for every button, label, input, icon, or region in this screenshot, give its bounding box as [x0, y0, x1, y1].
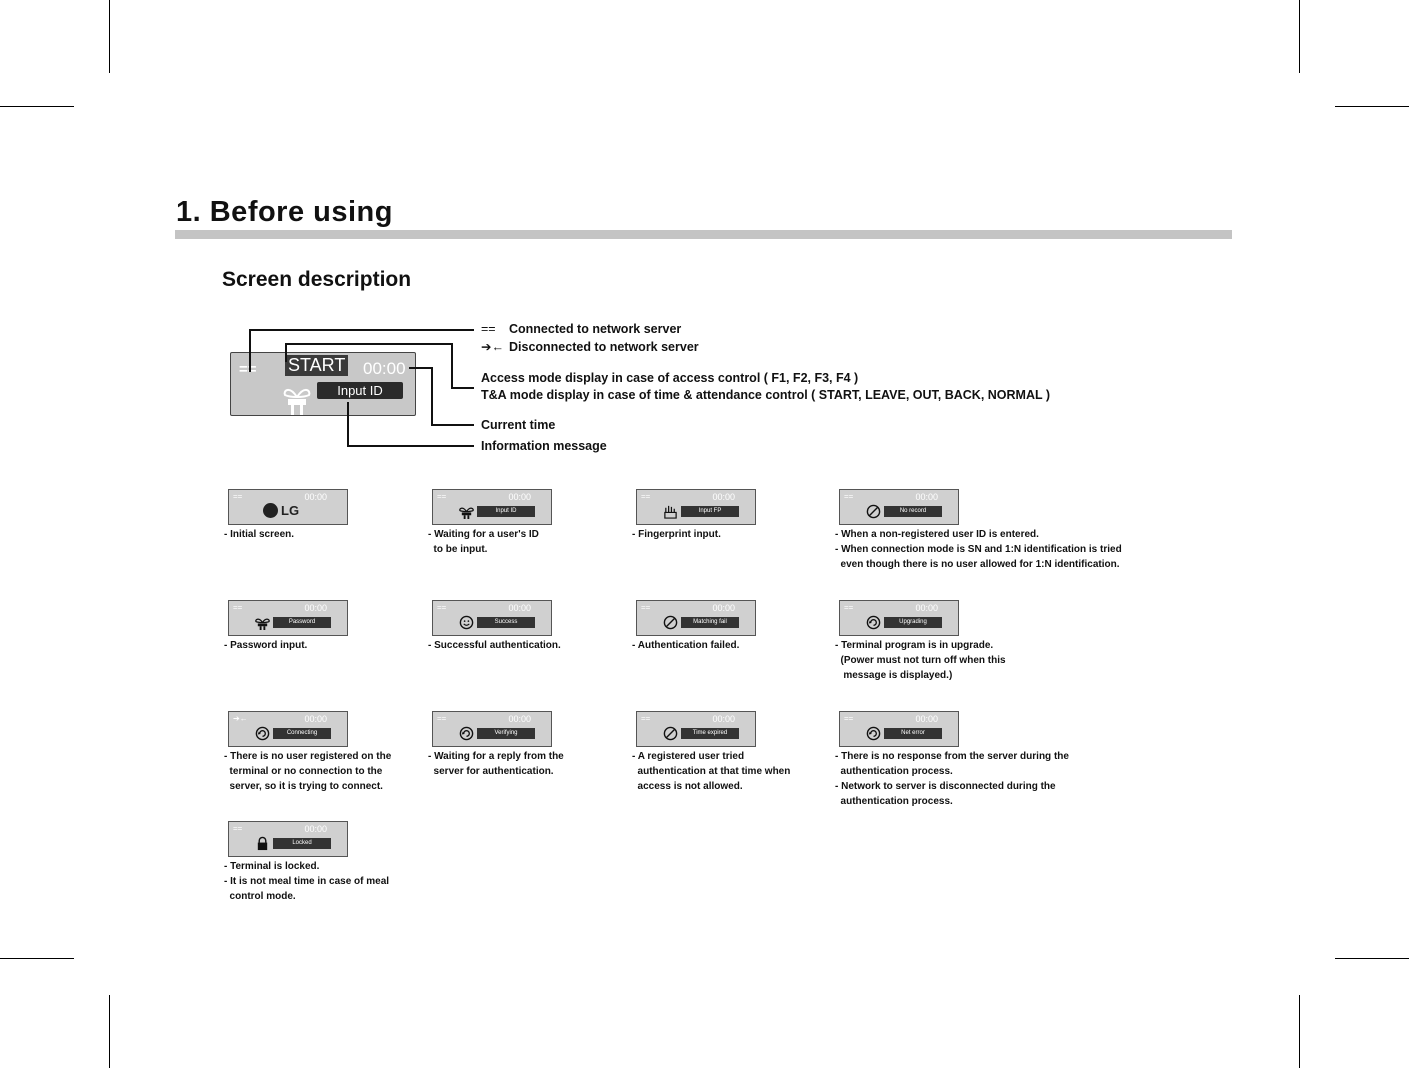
no-entry-icon: [866, 504, 881, 519]
refresh-icon: [459, 726, 474, 741]
mini-lcd-screen: [636, 489, 756, 525]
time-display: 00:00: [304, 714, 327, 724]
callout-connected: == Connected to network server: [481, 322, 682, 336]
message-display: Net error: [884, 728, 942, 739]
hand-icon: [663, 504, 678, 519]
mini-lcd-screen: [228, 600, 348, 636]
description-line: - Authentication failed.: [632, 640, 740, 651]
title-rule: [175, 230, 1232, 239]
callout-access-mode: Access mode display in case of access control ( F1, F2, F3, F4 ): [481, 371, 859, 385]
crop-mark: [109, 995, 110, 1068]
screen-description: [428, 638, 561, 653]
description-line: - Fingerprint input.: [632, 529, 721, 540]
screen-description: [632, 638, 739, 653]
message-display: Verifying: [477, 728, 535, 739]
message-display: Input FP: [681, 506, 739, 517]
mini-lcd-screen: [228, 711, 348, 747]
description-line: - A registered user tried: [632, 751, 745, 762]
connection-indicator: ==: [844, 492, 854, 501]
no-entry-icon: [663, 615, 678, 630]
screen-description: [835, 749, 1069, 809]
message-display: Matching fail: [681, 617, 739, 628]
time-display: 00:00: [304, 603, 327, 613]
screen-description: [428, 527, 539, 557]
time-display: 00:00: [508, 492, 531, 502]
description-line: server for authentication.: [428, 766, 554, 777]
refresh-icon: [255, 726, 270, 741]
connection-indicator: ==: [844, 714, 854, 723]
screen-description: [835, 638, 1006, 683]
time-display: 00:00: [508, 714, 531, 724]
connection-indicator: ==: [641, 714, 651, 723]
time-display: 00:00: [508, 603, 531, 613]
callout-current-time: Current time: [481, 418, 556, 432]
message-display: No record: [884, 506, 942, 517]
crop-mark: [1335, 958, 1409, 959]
description-line: - Waiting for a user's ID: [428, 529, 539, 540]
description-line: terminal or no connection to the: [224, 766, 383, 777]
time-display: 00:00: [915, 603, 938, 613]
description-line: - When connection mode is SN and 1:N identification is tried: [835, 544, 1122, 555]
screen-description: [224, 527, 294, 542]
description-line: - It is not meal time in case of meal: [224, 876, 390, 887]
crop-mark: [0, 106, 74, 107]
description-line: message is displayed.): [835, 670, 953, 681]
mini-lcd-screen: [839, 489, 959, 525]
time-display: 00:00: [712, 714, 735, 724]
connection-indicator: ==: [641, 492, 651, 501]
description-line: - Network to server is disconnected during the: [835, 781, 1056, 792]
message-display: Success: [477, 617, 535, 628]
subsection-title: Screen description: [222, 268, 412, 291]
mini-lcd-screen: [839, 600, 959, 636]
screen-description: [632, 749, 790, 794]
crop-mark: [109, 0, 110, 73]
message-display: Time expired: [681, 728, 739, 739]
connection-indicator: ==: [233, 603, 243, 612]
description-line: control mode.: [224, 891, 296, 902]
screen-description: [428, 749, 564, 779]
time-display: 00:00: [363, 359, 406, 378]
description-line: server, so it is trying to connect.: [224, 781, 383, 792]
connection-indicator: ==: [437, 714, 447, 723]
refresh-icon: [866, 615, 881, 630]
description-line: to be input.: [428, 544, 488, 555]
connection-indicator: ==: [233, 824, 243, 833]
refresh-icon: [866, 726, 881, 741]
plant-icon: [459, 504, 474, 519]
section-title: 1. Before using: [176, 196, 393, 228]
connected-symbol: ==: [481, 322, 496, 336]
description-line: (Power must not turn off when this: [835, 655, 1006, 666]
mini-lcd-screen: [228, 821, 348, 857]
lg-logo-icon: [263, 503, 299, 518]
mini-lcd-screen: [839, 711, 959, 747]
main-lcd-screen: [230, 352, 416, 416]
callout-ta-mode: T&A mode display in case of time & attendance control ( START, LEAVE, OUT, BACK, NORMAL ): [481, 388, 1051, 402]
connection-indicator: ==: [233, 492, 243, 501]
message-display: Locked: [273, 838, 331, 849]
description-line: - Initial screen.: [224, 529, 295, 540]
description-line: - Waiting for a reply from the: [428, 751, 564, 762]
message-display: Password: [273, 617, 331, 628]
description-line: authentication process.: [835, 796, 953, 807]
crop-mark: [1335, 106, 1409, 107]
message-display: Input ID: [317, 382, 403, 399]
time-display: 00:00: [712, 603, 735, 613]
mode-display: START: [285, 355, 348, 376]
description-line: access is not allowed.: [632, 781, 743, 792]
mini-lcd-screen: [432, 489, 552, 525]
plant-icon: [283, 381, 311, 415]
logo-mark: [263, 503, 278, 518]
mini-lcd-screen: [432, 600, 552, 636]
screen-description: [224, 859, 389, 904]
time-display: 00:00: [304, 492, 327, 502]
disconnected-symbol: ➔←: [481, 340, 504, 354]
time-display: 00:00: [915, 492, 938, 502]
no-entry-icon: [663, 726, 678, 741]
mini-lcd-screen: [636, 711, 756, 747]
mini-lcd-screen: [636, 600, 756, 636]
description-line: - There is no user registered on the: [224, 751, 392, 762]
screen-description: [224, 749, 391, 794]
description-line: - Password input.: [224, 640, 308, 651]
time-display: 00:00: [304, 824, 327, 834]
connection-indicator: ==: [437, 492, 447, 501]
message-display: Upgrading: [884, 617, 942, 628]
description-line: - Terminal program is in upgrade.: [835, 640, 994, 651]
crop-mark: [1299, 0, 1300, 73]
smile-icon: [459, 615, 474, 630]
connection-indicator: ==: [844, 603, 854, 612]
description-line: authentication at that time when: [632, 766, 791, 777]
connection-indicator: ==: [641, 603, 651, 612]
mini-lcd-screen: [228, 489, 348, 525]
time-display: 00:00: [915, 714, 938, 724]
description-line: authentication process.: [835, 766, 953, 777]
mini-lcd-screen: [432, 711, 552, 747]
crop-mark: [1299, 995, 1300, 1068]
message-display: Connecting: [273, 728, 331, 739]
logo-text: LG: [281, 503, 300, 518]
connection-indicator: ➔←: [233, 714, 248, 723]
callout-info-message: Information message: [481, 439, 607, 453]
description-line: - When a non-registered user ID is entered.: [835, 529, 1039, 540]
message-display: Input ID: [477, 506, 535, 517]
lock-icon: [255, 836, 270, 851]
connection-indicator: ==: [239, 361, 257, 378]
screen-description: [224, 638, 307, 653]
crop-mark: [0, 958, 74, 959]
time-display: 00:00: [712, 492, 735, 502]
connection-indicator: ==: [437, 603, 447, 612]
description-line: - There is no response from the server during the: [835, 751, 1069, 762]
description-line: - Successful authentication.: [428, 640, 561, 651]
screen-description: [835, 527, 1122, 572]
plant-icon: [255, 615, 270, 630]
description-line: - Terminal is locked.: [224, 861, 320, 872]
description-line: even though there is no user allowed for 1:N identification.: [835, 559, 1120, 570]
screen-description: [632, 527, 721, 542]
callout-disconnected: ➔← Disconnected to network server: [481, 340, 699, 354]
